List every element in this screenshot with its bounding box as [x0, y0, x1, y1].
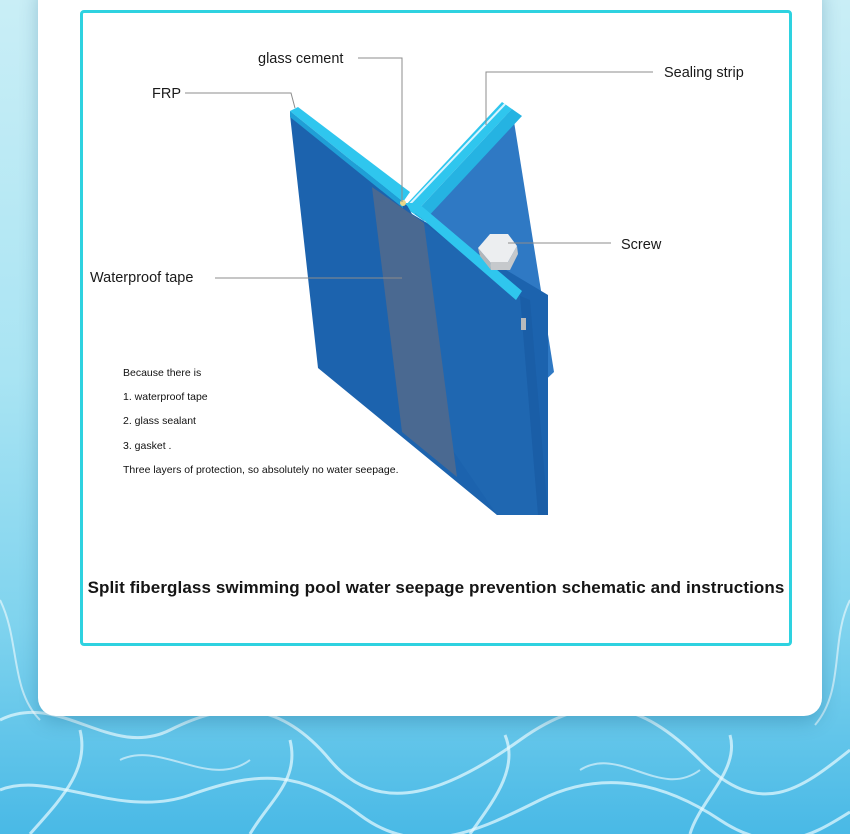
- screw-tip: [521, 318, 526, 330]
- label-sealing-strip: Sealing strip: [664, 65, 744, 81]
- notes-item-3: 3. gasket .: [123, 439, 172, 452]
- label-frp: FRP: [152, 86, 181, 102]
- notes-item-2: 2. glass sealant: [123, 415, 196, 428]
- leader-frp: [185, 93, 295, 108]
- notes-conclusion: Three layers of protection, so absolutely no water seepage.: [123, 463, 399, 476]
- glass-cement-dot: [400, 200, 406, 206]
- protection-notes: [123, 364, 399, 485]
- diagram-caption: Split fiberglass swimming pool water seepage prevention schematic and instructions: [87, 578, 785, 597]
- notes-intro: Because there is: [123, 367, 202, 379]
- notes-item-1: 1. waterproof tape: [123, 391, 208, 404]
- label-screw: Screw: [621, 237, 662, 253]
- label-glass-cement: glass cement: [258, 51, 344, 67]
- label-waterproof-tape: Waterproof tape: [90, 270, 194, 286]
